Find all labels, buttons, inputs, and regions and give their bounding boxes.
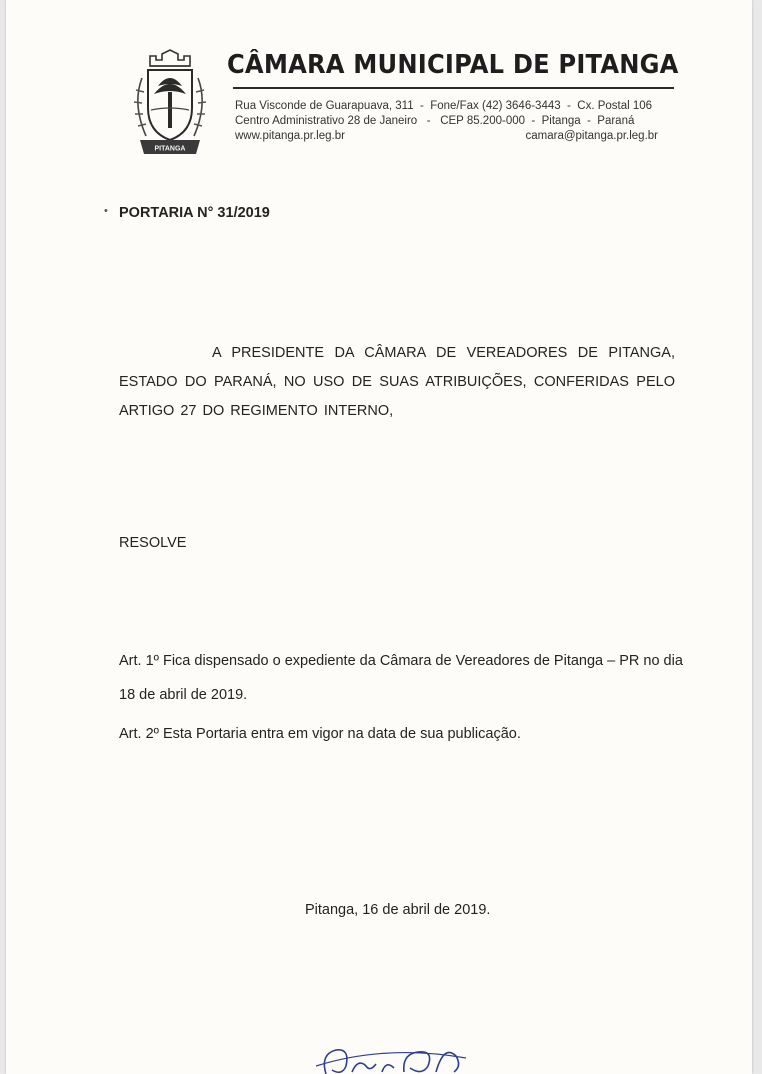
article-1-line-2: 18 de abril de 2019. <box>119 687 248 703</box>
article-1-line-1: Art. 1º Fica dispensado o expediente da Câmara de Vereadores de Pitanga – PR no dia <box>119 653 683 669</box>
document-preamble <box>119 339 675 426</box>
svg-text:PITANGA: PITANGA <box>154 145 186 153</box>
signature-icon <box>306 1036 476 1074</box>
resolve-heading: RESOLVE <box>119 535 187 551</box>
website-link[interactable]: www.pitanga.pr.leg.br <box>235 130 345 142</box>
document-number: PORTARIA N° 31/2019 <box>119 205 270 221</box>
contact-address-line: Rua Visconde de Guarapuava, 311 - Fone/Fax (42) 3646-3443 - Cx. Postal 106 <box>235 100 653 112</box>
preamble-text: A PRESIDENTE DA CÂMARA DE VEREADORES DE PITANGA, ESTADO DO PARANÁ, NO USO DE SUAS ATRIBUIÇÕES, CONFERIDAS PELO ARTIGO 27 DO REGIMENTO INTERNO, <box>119 345 675 419</box>
header-divider <box>233 87 674 89</box>
municipal-crest-icon <box>124 44 216 158</box>
place-and-date: Pitanga, 16 de abril de 2019. <box>305 902 491 918</box>
margin-mark: • <box>104 205 108 217</box>
organization-title: CÂMARA MUNICIPAL DE PITANGA <box>227 50 679 80</box>
contact-center-line: Centro Administrativo 28 de Janeiro - CEP 85.200-000 - Pitanga - Paraná <box>235 115 635 127</box>
article-2: Art. 2º Esta Portaria entra em vigor na data de sua publicação. <box>119 726 521 742</box>
email-link[interactable]: camara@pitanga.pr.leg.br <box>525 130 658 142</box>
document-page <box>6 0 752 1074</box>
